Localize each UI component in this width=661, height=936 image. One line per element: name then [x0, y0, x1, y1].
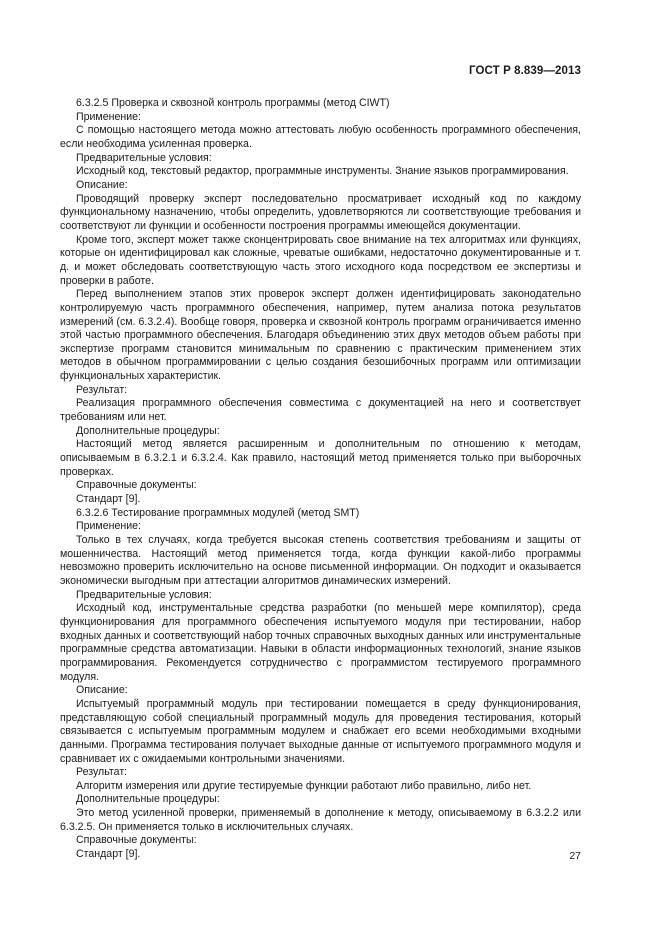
paragraph: Алгоритм измерения или другие тестируемые функции работают либо правильно, либо нет.	[76, 779, 532, 792]
paragraph: Испытуемый программный модуль при тестировании помещается в среду функционирования, представляющую собой специальный программный модуль для проведения тестирования, который связывается с испытуемым программным модулем и снабжает его всеми необходимыми входными данными. Программа тестирования получает выходные данные от испытуемого программного модуля и сравнивает их с ожидаемыми контрольными значениями.	[60, 697, 581, 765]
paragraph: Кроме того, эксперт может также сконцентрировать свое внимание на тех алгоритмах или функциях, которые он идентифицировал как сложные, чреватые ошибками, недостаточно документированные и т. д. и может обследовать соответствующую часть этого исходного кода посредством ее экспертизы и проверки в работе.	[60, 233, 581, 287]
paragraph: Стандарт [9].	[76, 848, 141, 861]
paragraph: Стандарт [9].	[76, 493, 141, 506]
paragraph: Реализация программного обеспечения совместима с документацией на него и соответствует требованиям или нет.	[60, 397, 581, 424]
paragraph: Предварительные условия:	[76, 588, 212, 601]
paragraph: Результат:	[76, 383, 128, 396]
paragraph: Применение:	[76, 110, 141, 123]
paragraph: Только в тех случаях, когда требуется высокая степень соответствия требованиям и защиты от мошенничества. Настоящий метод применяется тогда, когда функции какой-либо программы невозможно проверить исключительно на основе письменной информации. Он подходит и оказывается экономически выгодным при аттестации алгоритмов динамических измерений.	[60, 534, 581, 587]
body-text	[60, 97, 581, 862]
paragraph: Справочные документы:	[76, 834, 197, 847]
paragraph: Применение:	[76, 520, 141, 533]
paragraph: Дополнительные процедуры:	[76, 793, 220, 806]
paragraph: Описание:	[76, 684, 128, 697]
paragraph: Справочные документы:	[76, 479, 197, 492]
paragraph: С помощью настоящего метода можно аттестовать любую особенность программного обеспечения, если необходима усиленная проверка.	[60, 124, 581, 150]
paragraph: 6.3.2.5 Проверка и сквозной контроль программы (метод CIWT)	[76, 97, 390, 109]
paragraph: Дополнительные процедуры:	[76, 424, 220, 437]
paragraph: Исходный код, текстовый редактор, программные инструменты. Знание языков программирования.	[76, 165, 569, 178]
paragraph: Это метод усиленной проверки, применяемый в дополнение к методу, описываемому в 6.3.2.2 или 6.3.2.5. Он применяется только в исключительных случаях.	[60, 807, 581, 833]
paragraph: Предварительные условия:	[76, 151, 212, 164]
paragraph: 6.3.2.6 Тестирование программных модулей (метод SMT)	[76, 506, 360, 519]
standard-header: ГОСТ Р 8.839—2013	[469, 65, 581, 77]
paragraph: Результат:	[76, 766, 128, 779]
page-number: 27	[569, 850, 581, 862]
paragraph: Перед выполнением этапов этих проверок эксперт должен идентифицировать законодательно контролируемую часть программного обеспечения, например, путем анализа потока результатов измерений (см. 6.3.2.4). Вообще говоря, проверка и сквозной контроль программ ограничивается именно этой частью программного обеспечения. Благодаря объединению этих двух методов объем работы при экспертизе программ становится минимальным по сравнению с практическим применением этих методов в обычном программировании с целью создания безошибочных программ или оптимизации функциональных характеристик.	[60, 288, 581, 383]
paragraph: Настоящий метод является расширенным и дополнительным по отношению к методам, описываемым в 6.3.2.1 и 6.3.2.4. Как правило, настоящий метод применяется только при выборочных проверках.	[60, 438, 581, 478]
paragraph: Исходный код, инструментальные средства разработки (по меньшей мере компилятор), среда функционирования для программного обеспечения испытуемого модуля при тестировании, набор входных данных и соответствующий набор точных справочных выходных данных или инструментальные программные средства автоматизации. Навыки в области информационных технологий, знание языков программирования. Рекомендуется сотрудничество с программистом тестируемого программного модуля.	[60, 602, 581, 683]
paragraph: Описание:	[76, 178, 128, 191]
paragraph: Проводящий проверку эксперт последовательно просматривает исходный код по каждому функциональному назначению, чтобы определить, удовлетворяются ли соответствующие требования и соответствуют ли функции и особенности построения программы имеющейся документации.	[60, 192, 581, 232]
